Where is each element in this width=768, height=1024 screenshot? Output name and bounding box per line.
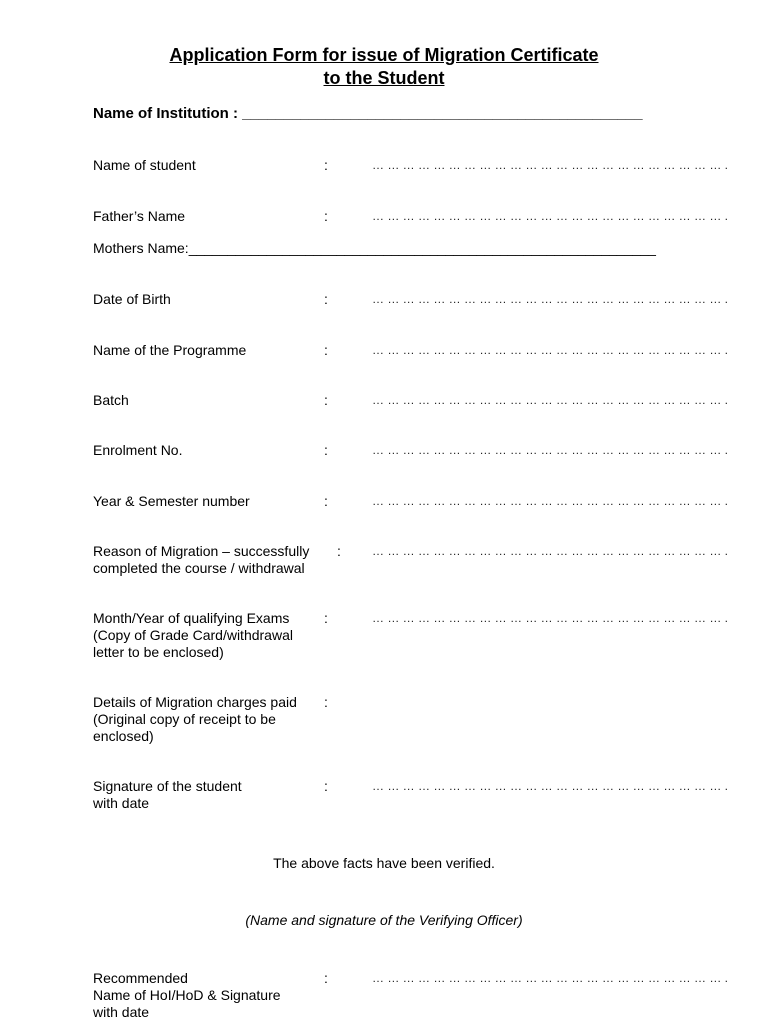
field-dots: … … … … … … … … … … … … … … … … … … … … … … … .: [372, 494, 729, 508]
field-colon: :: [324, 442, 328, 458]
field-dots: … … … … … … … … … … … … … … … … … … … … … … … .: [372, 209, 729, 223]
field-colon: :: [337, 543, 341, 559]
field-label: Month/Year of qualifying Exams (Copy of Grade Card/withdrawal letter to be enclosed): [93, 610, 293, 660]
field-colon: :: [324, 610, 328, 626]
institution-field: Name of Institution : ________________________________________________: [93, 105, 643, 122]
verified-statement: The above facts have been verified.: [273, 855, 495, 871]
field-label: Signature of the student with date: [93, 778, 242, 811]
field-dots: … … … … … … … … … … … … … … … … … … … … … … … .: [372, 544, 729, 558]
field-label: Name of student: [93, 157, 196, 173]
field-label: Reason of Migration – successfully completed the course / withdrawal: [93, 543, 310, 576]
field-label: Recommended Name of HoI/HoD & Signature with date: [93, 970, 281, 1020]
field-colon: :: [324, 778, 328, 794]
field-colon: :: [324, 342, 328, 358]
field-label: Batch: [93, 392, 129, 408]
field-colon: :: [324, 493, 328, 509]
field-dots: … … … … … … … … … … … … … … … … … … … … … … … .: [372, 779, 729, 793]
verifying-officer-note: (Name and signature of the Verifying Officer): [245, 912, 523, 928]
field-mothers-name: Mothers Name:____________________________________________________________: [93, 240, 656, 256]
field-colon: :: [324, 157, 328, 173]
field-colon: :: [324, 970, 328, 986]
field-label: Name of the Programme: [93, 342, 247, 358]
field-dots: … … … … … … … … … … … … … … … … … … … … … … … .: [372, 158, 729, 172]
field-colon: :: [324, 694, 328, 710]
form-title-line2: to the Student: [323, 68, 445, 88]
field-dots: … … … … … … … … … … … … … … … … … … … … … … … .: [372, 443, 729, 457]
field-dots: … … … … … … … … … … … … … … … … … … … … … … … .: [372, 343, 729, 357]
field-dots: … … … … … … … … … … … … … … … … … … … … … … … .: [372, 292, 729, 306]
field-dots: … … … … … … … … … … … … … … … … … … … … … … … .: [372, 393, 729, 407]
field-label: Year & Semester number: [93, 493, 250, 509]
field-dots: … … … … … … … … … … … … … … … … … … … … … … … .: [372, 971, 729, 985]
field-label: Father’s Name: [93, 208, 186, 224]
field-dots: … … … … … … … … … … … … … … … … … … … … … … … .: [372, 611, 729, 625]
field-label: Enrolment No.: [93, 442, 183, 458]
field-colon: :: [324, 208, 328, 224]
field-label: Date of Birth: [93, 291, 171, 307]
field-colon: :: [324, 291, 328, 307]
form-title-line1: Application Form for issue of Migration Certificate: [169, 45, 599, 65]
field-colon: :: [324, 392, 328, 408]
field-label: Details of Migration charges paid (Original copy of receipt to be enclosed): [93, 694, 297, 744]
